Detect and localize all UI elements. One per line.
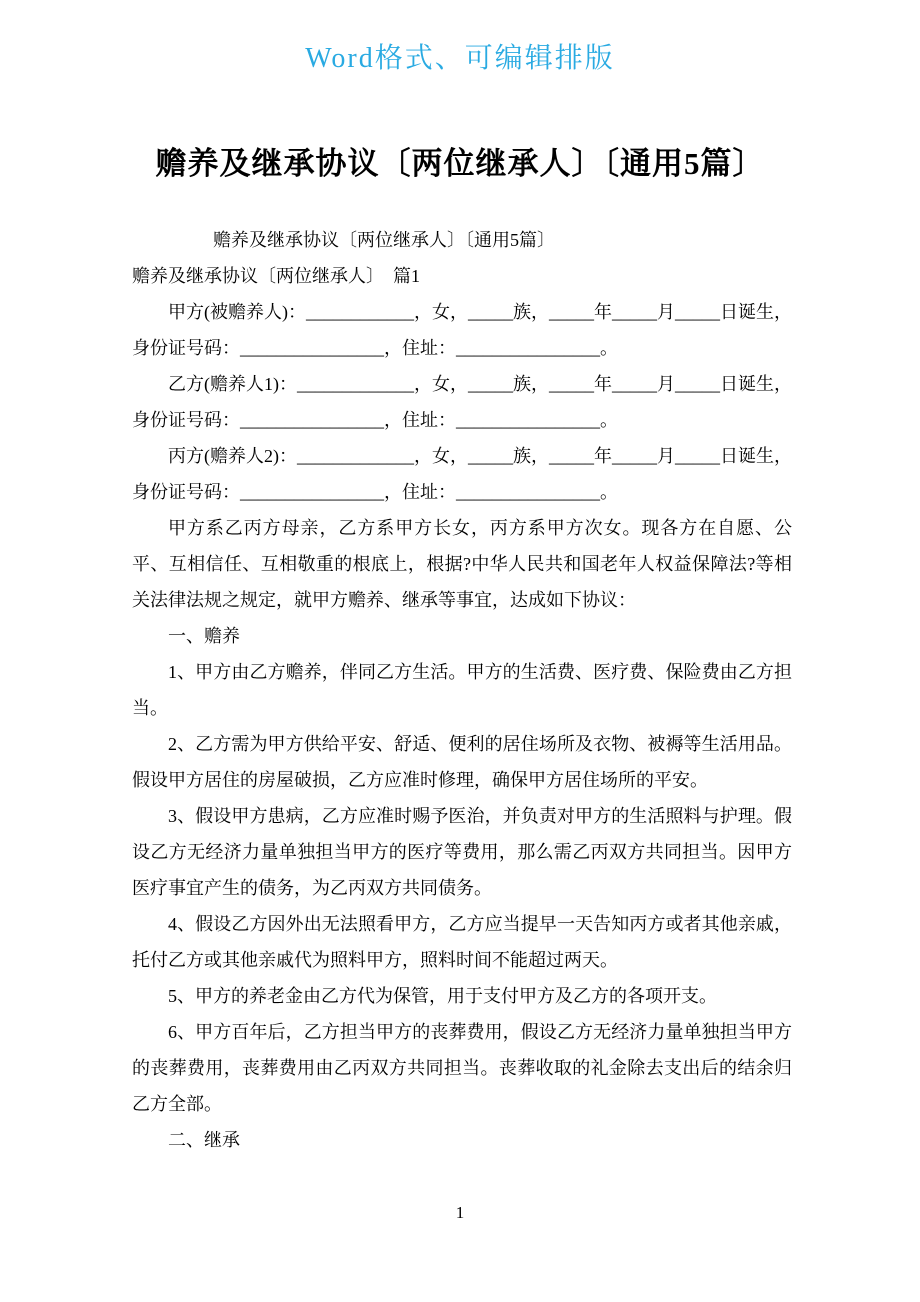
paragraph-clause-5: 5、甲方的养老金由乙方代为保管，用于支付甲方及乙方的各项开支。 <box>168 986 717 1006</box>
paragraph-clause-6: 6、甲方百年后，乙方担当甲方的丧葬费用，假设乙方无经济力量单独担当甲方的丧葬费用，丧葬费用由乙丙双方共同担当。丧葬收取的礼金除去支出后的结余归乙方全部。 <box>132 1022 792 1114</box>
page-number: 1 <box>455 1203 465 1222</box>
paragraph-party-c: 丙方(赡养人2)：_____________，女，_____族，_____年_____月_____日诞生，身份证号码：________________，住址：________________。 <box>132 446 792 502</box>
paragraph-clause-3: 3、假设甲方患病，乙方应准时赐予医治，并负责对甲方的生活照料与护理。假设乙方无经济力量单独担当甲方的医疗等费用，那么需乙丙双方共同担当。因甲方医疗事宜产生的债务，为乙丙双方共同债务。 <box>132 806 792 898</box>
document-body <box>132 222 792 1158</box>
heading-inheritance: 二、继承 <box>168 1130 240 1150</box>
paragraph-clause-4: 4、假设乙方因外出无法照看甲方，乙方应当提早一天告知丙方或者其他亲戚，托付乙方或其他亲戚代为照料甲方，照料时间不能超过两天。 <box>132 914 792 970</box>
document-title: 赡养及继承协议〔两位继承人〕〔通用5篇〕 <box>155 146 765 181</box>
paragraph-party-b: 乙方(赡养人1)：_____________，女，_____族，_____年_____月_____日诞生，身份证号码：________________，住址：________________。 <box>132 374 792 430</box>
paragraph-preamble: 甲方系乙丙方母亲，乙方系甲方长女，丙方系甲方次女。现各方在自愿、公平、互相信任、互相敬重的根底上，根据?中华人民共和国老年人权益保障法?等相关法律法规之规定，就甲方赡养、继承等事宜，达成如下协议： <box>132 518 792 610</box>
paragraph-party-a: 甲方(被赡养人)：____________，女，_____族，_____年_____月_____日诞生，身份证号码：________________，住址：________________。 <box>132 302 792 358</box>
section-heading: 赡养及继承协议〔两位继承人〕 篇1 <box>132 266 420 286</box>
document-subtitle: 赡养及继承协议〔两位继承人〕〔通用5篇〕 <box>213 230 555 250</box>
heading-support: 一、赡养 <box>168 626 240 646</box>
word-format-watermark: Word格式、可编辑排版 <box>305 43 615 74</box>
paragraph-clause-2: 2、乙方需为甲方供给平安、舒适、便利的居住场所及衣物、被褥等生活用品。假设甲方居住的房屋破损，乙方应准时修理，确保甲方居住场所的平安。 <box>132 734 792 790</box>
paragraph-clause-1: 1、甲方由乙方赡养，伴同乙方生活。甲方的生活费、医疗费、保险费由乙方担当。 <box>132 662 792 718</box>
